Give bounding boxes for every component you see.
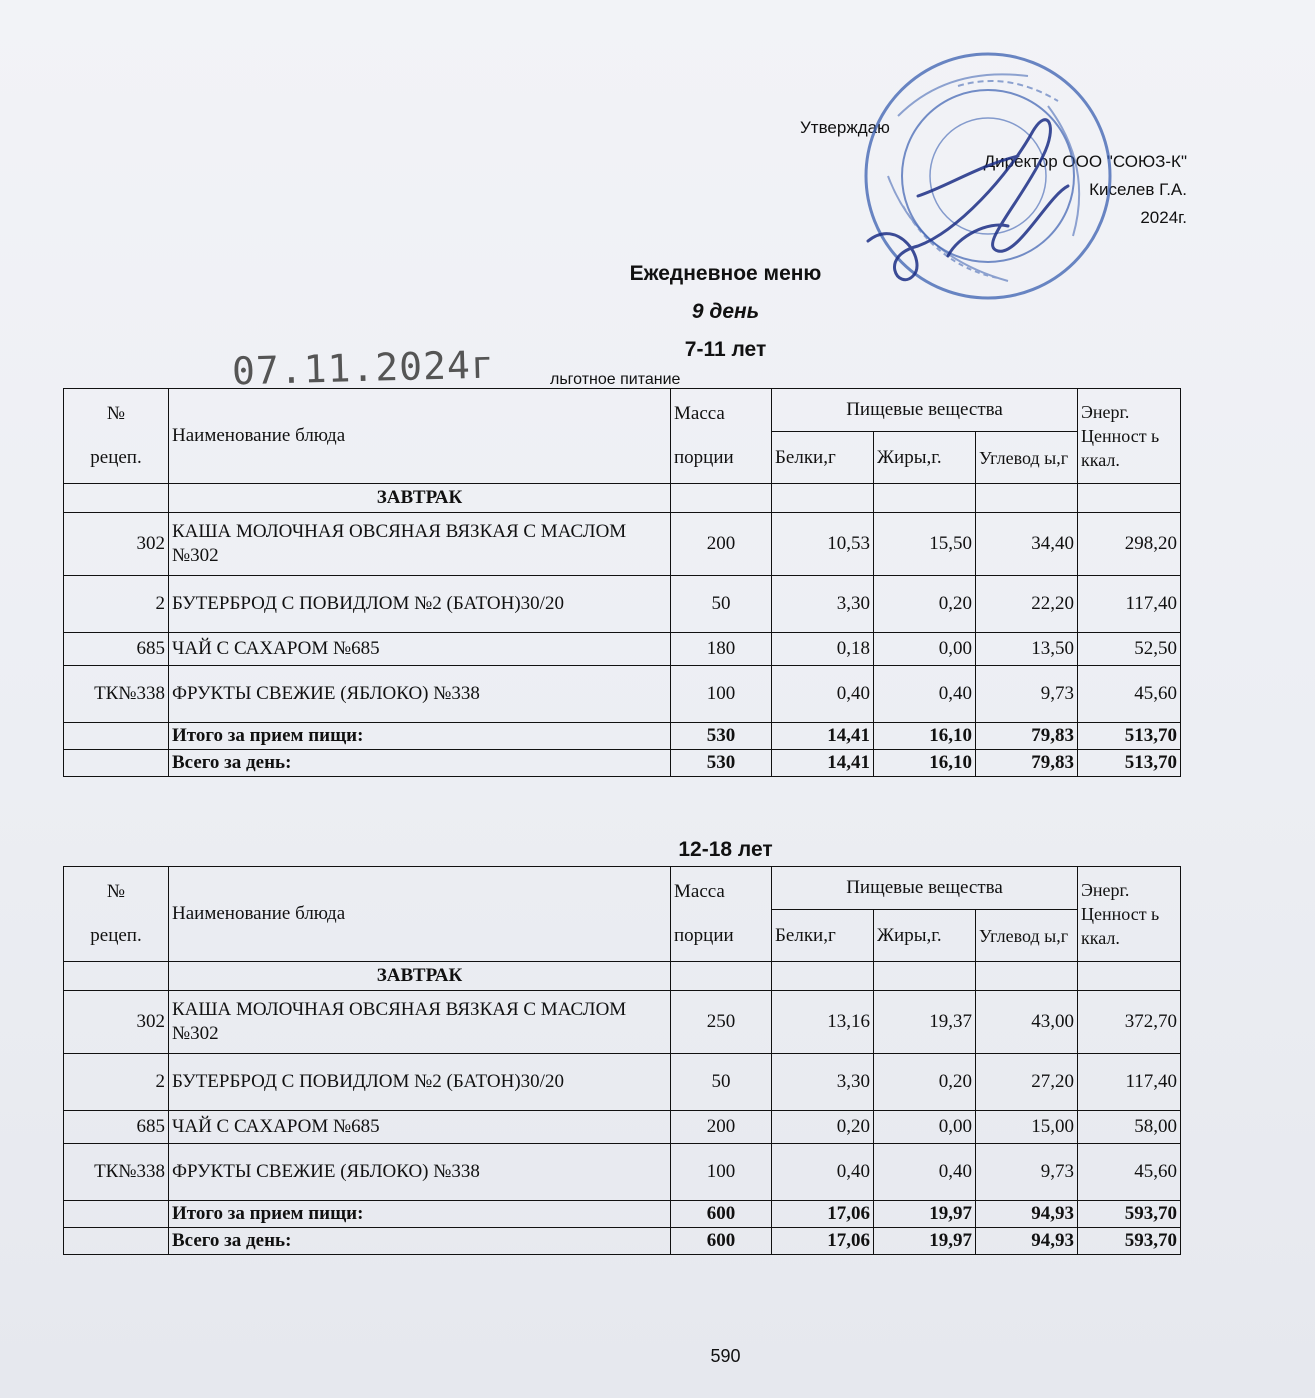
header-nutrients: Пищевые вещества — [772, 389, 1078, 432]
header-energy: Энерг. Ценност ь ккал. — [1078, 389, 1181, 484]
document-day: 9 день — [691, 300, 760, 323]
approval-year: 2024г. — [1140, 208, 1187, 227]
table-row: 2 БУТЕРБРОД С ПОВИДЛОМ №2 (БАТОН)30/20 50 3,30 0,20 22,20 117,40 — [64, 576, 1181, 633]
table-row: 302 КАША МОЛОЧНАЯ ОВСЯНАЯ ВЯЗКАЯ С МАСЛОМ №302 200 10,53 15,50 34,40 298,20 — [64, 513, 1181, 576]
menu-table-12-18 — [63, 866, 1181, 1255]
header-dish-name: Наименование блюда — [169, 389, 671, 484]
header-num: № рецеп. — [64, 389, 169, 484]
age-group-2: 12-18 лет — [678, 838, 773, 861]
table-row: ТК№338 ФРУКТЫ СВЕЖИЕ (ЯБЛОКО) №338 100 0,40 0,40 9,73 45,60 — [64, 1144, 1181, 1201]
header-protein: Белки,г — [772, 432, 874, 484]
document-title: Ежедневное меню — [629, 262, 822, 285]
table-row: 685 ЧАЙ С САХАРОМ №685 200 0,20 0,00 15,00 58,00 — [64, 1111, 1181, 1144]
meal-total-row: Итого за прием пищи: 530 14,41 16,10 79,83 513,70 — [64, 723, 1181, 750]
header-fat: Жиры,г. — [874, 910, 976, 962]
menu-table-7-11 — [63, 388, 1181, 777]
header-dish-name: Наименование блюда — [169, 867, 671, 962]
day-total-row: Всего за день: 530 14,41 16,10 79,83 513,70 — [64, 750, 1181, 777]
age-group-1: 7-11 лет — [684, 338, 767, 361]
header-mass: Масса порции — [671, 389, 772, 484]
header-num: № рецеп. — [64, 867, 169, 962]
header-nutrients: Пищевые вещества — [772, 867, 1078, 910]
table-row: ТК№338 ФРУКТЫ СВЕЖИЕ (ЯБЛОКО) №338 100 0,40 0,40 9,73 45,60 — [64, 666, 1181, 723]
approval-word: Утверждаю — [800, 118, 890, 137]
table-row: 302 КАША МОЛОЧНАЯ ОВСЯНАЯ ВЯЗКАЯ С МАСЛОМ №302 250 13,16 19,37 43,00 372,70 — [64, 991, 1181, 1054]
page-number: 590 — [710, 1346, 741, 1366]
handwritten-date: 07.11.2024г — [231, 342, 496, 394]
header-mass: Масса порции — [671, 867, 772, 962]
header-fat: Жиры,г. — [874, 432, 976, 484]
header-protein: Белки,г — [772, 910, 874, 962]
header-carbs: Углевод ы,г — [976, 910, 1078, 962]
section-breakfast: ЗАВТРАК — [169, 484, 671, 513]
approval-director: Директор ООО "СОЮЗ-К" — [983, 152, 1187, 171]
header-carbs: Углевод ы,г — [976, 432, 1078, 484]
section-breakfast: ЗАВТРАК — [169, 962, 671, 991]
table-row: 685 ЧАЙ С САХАРОМ №685 180 0,18 0,00 13,50 52,50 — [64, 633, 1181, 666]
subsidy-label: льготное питание — [550, 371, 681, 388]
meal-total-row: Итого за прием пищи: 600 17,06 19,97 94,93 593,70 — [64, 1201, 1181, 1228]
header-energy: Энерг. Ценност ь ккал. — [1078, 867, 1181, 962]
approval-name: Киселев Г.А. — [1089, 180, 1187, 199]
day-total-row: Всего за день: 600 17,06 19,97 94,93 593,70 — [64, 1228, 1181, 1255]
table-row: 2 БУТЕРБРОД С ПОВИДЛОМ №2 (БАТОН)30/20 50 3,30 0,20 27,20 117,40 — [64, 1054, 1181, 1111]
